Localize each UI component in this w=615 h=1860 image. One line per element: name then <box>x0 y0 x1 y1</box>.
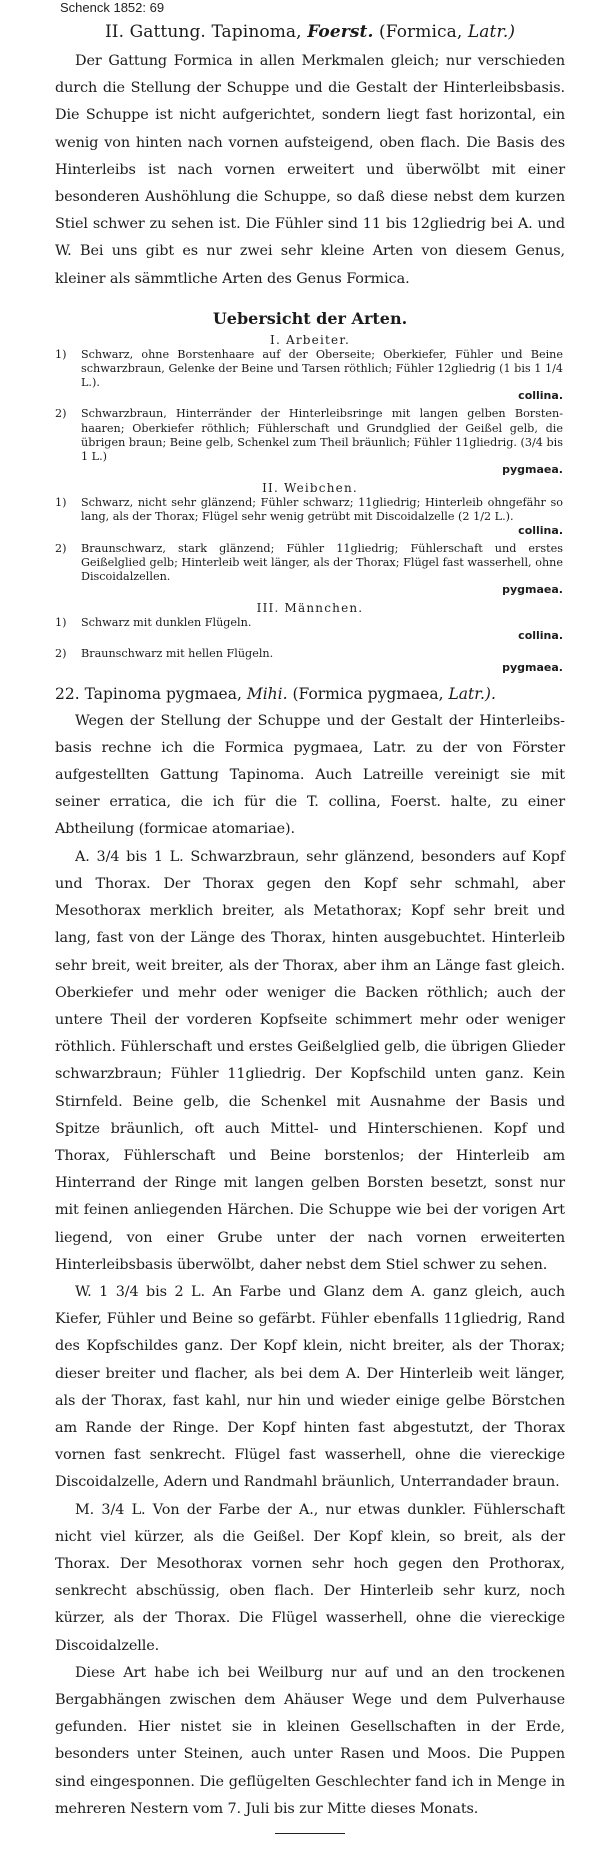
key-text: Schwarz, nicht sehr glänzend; Fühler schwarz; 11gliedrig; Hinterleib ohngefähr so lang, als der Thorax; Flügel sehr wenig getrübt mit Discoidalzelle (2 1/2 L.). <box>81 496 563 524</box>
key-number: 1) <box>55 496 67 510</box>
key-text: Schwarzbraun, Hinterränder der Hinterleibsringe mit langen gelben Borstenhaaren; Oberkiefer röthlich; Fühlerschaft und Grundglied der Geißel gelb, die übrigen braun; Beine gelb, Schenkel zum Theil bräunlich; Fühler 11gliedrig. (3/4 bis 1 L.) <box>81 407 563 464</box>
species-paragraph: W. 1 3/4 bis 2 L. An Farbe und Glanz dem A. ganz gleich, auch Kiefer, Fühler und Beine so gefärbt. Fühler ebenfalls 11gliedrig, Rand des Kopfschildes ganz. Der Kopf klein, nicht breiter, als der Thorax; dieser breiter und flacher, als bei dem A. Der Hinterleib weit länger, als der Thorax, fast kahl, nur hin und wieder einige gelbe Börstchen am Rande der Ringe. Der Kopf hinten fast abgestutzt, der Thorax vornen fast senkrecht. Flügel fast wasserhell, ohne die viereckige Discoidalzelle, Adern und Randmahl bräunlich, Unterrandader braun. <box>55 1283 565 1491</box>
key-text: Braunschwarz, stark glänzend; Fühler 11gliedrig; Fühlerschaft und erstes Geißelglied gelb; Hinterleib weit länger, als der Thorax; Flügel fast wasserhell, ohne Discoidalzellen. <box>81 541 563 584</box>
species-heading-paren-author: Latr.). <box>448 684 496 703</box>
key-entry <box>55 542 565 597</box>
group-title: I. Arbeiter. <box>270 332 350 347</box>
species-paragraph: M. 3/4 L. Von der Farbe der A., nur etwas dunkler. Fühlerschaft nicht viel kürzer, als die Geißel. Der Kopf klein, so breit, als der Thorax. Der Mesothorax vornen sehr hoch gegen den Prothorax, senkrecht abschüssig, oben flach. Der Hinterleib sehr kurz, noch kürzer, als der Thorax. Die Flügel wasserhell, ohne die viereckige Discoidalzelle. <box>55 1501 565 1654</box>
genus-heading-author: Foerst. <box>307 22 374 42</box>
key-entry <box>55 496 565 536</box>
closing-rule <box>275 1833 345 1834</box>
key-number: 1) <box>55 347 67 361</box>
key-result: pygmaea. <box>502 660 563 674</box>
overview-group-workers <box>55 333 565 476</box>
key-result: collina. <box>518 523 563 537</box>
key-text: Schwarz mit dunklen Flügeln. <box>81 616 252 630</box>
species-paragraph: A. 3/4 bis 1 L. Schwarzbraun, sehr glänzend, besonders auf Kopf und Thorax. Der Thorax gegen den Kopf sehr schmahl, aber Mesothorax merklich breiter, als Metathorax; Kopf sehr breit und lang, fast von der Länge des Thorax, hinten ausgebuchtet. Hinterleib sehr breit, weit breiter, als der Thorax, aber ihm an Länge fast gleich. Oberkiefer und mehr oder weniger die Backen röthlich; auch der untere Theil der vorderen Kopfseite schimmert mehr oder weniger röthlich. Fühlerschaft und erstes Geißelglied gelb, die übrigen Glieder schwarzbraun; Fühler 11gliedrig. Der Kopfschild unten ganz. Kein Stirnfeld. Beine gelb, die Schenkel mit Ausnahme der Basis und Spitze bräunlich, oft auch Mittel- und Hinterschienen. Kopf und Thorax, Fühlerschaft und Beine borstenlos; der Hinterleib am Hinterrand der Ringe mit langen gelben Borsten besetzt, sonst nur mit feinen anliegenden Härchen. Die Schuppe wie bei der vorigen Art liegend, von einer Grube unter der nach vornen erweiterten Hinterleibsbasis überwölbt, daher nebst dem Stiel schwer zu sehen. <box>55 848 565 1273</box>
species-heading-author: Mihi. <box>246 684 288 703</box>
key-entry <box>55 407 565 476</box>
key-number: 2) <box>55 407 67 421</box>
genus-heading-paren-author: Latr.) <box>467 22 516 42</box>
key-entry <box>55 647 565 673</box>
species-heading-paren: (Formica pygmaea, <box>292 684 444 703</box>
key-result: pygmaea. <box>502 583 563 597</box>
overview-title: Uebersicht der Arten. <box>212 308 408 328</box>
key-entry <box>55 616 565 642</box>
page-label: Schenck 1852: 69 <box>60 0 165 15</box>
species-heading <box>55 682 565 706</box>
group-title: II. Weibchen. <box>262 481 358 496</box>
key-text: Braunschwarz mit hellen Flügeln. <box>81 647 274 661</box>
species-paragraph: Wegen der Stellung der Schuppe und der Gestalt der Hinterleibsbasis rechne ich die Formica pygmaea, Latr. zu der von Förster aufgestellten Gattung Tapinoma. Auch Latreille vereinigt sie mit seiner erratica, die ich für die T. collina, Foerst. halte, zu einer Abtheilung (formicae atomariae). <box>55 712 565 838</box>
overview-group-females <box>55 481 565 596</box>
species-heading-prefix: 22. Tapinoma pygmaea, <box>55 684 242 703</box>
overview-group-males <box>55 601 565 673</box>
genus-description: Der Gattung Formica in allen Merkmalen gleich; nur verschieden durch die Stellung der Schuppe und die Gestalt der Hinterleibsbasis. Die Schuppe ist nicht aufgerichtet, sondern liegt fast horizontal, ein wenig von hinten nach vornen aufsteigend, oben flach. Die Basis des Hinterleibs ist nach vornen erweitert und überwölbt mit einer besonderen Aushöhlung die Schuppe, so daß diese nebst dem kurzen Stiel schwer zu sehen ist. Die Fühler sind 11 bis 12gliedrig bei A. und W. Bei uns gibt es nur zwei sehr kleine Arten von diesem Genus, kleiner als sämmtliche Arten des Genus Formica. <box>55 53 565 287</box>
genus-heading-prefix: II. Gattung. Tapinoma, <box>104 22 302 42</box>
document-page <box>55 18 565 1834</box>
group-title: III. Männchen. <box>256 601 364 616</box>
genus-heading-paren: (Formica, <box>379 22 463 42</box>
key-text: Schwarz, ohne Borstenhaare auf der Oberseite; Oberkiefer, Fühler und Beine schwarzbraun, Gelenke der Beine und Tarsen röthlich; Fühler 12gliedrig (1 bis 1 1/4 L.). <box>81 347 563 390</box>
key-number: 1) <box>55 616 67 630</box>
species-paragraph: Diese Art habe ich bei Weilburg nur auf und an den trockenen Bergabhängen zwischen dem Ahäuser Wege und dem Pulverhause gefunden. Hier nistet sie in kleinen Gesellschaften in der Erde, besonders unter Steinen, auch unter Rasen und Moos. Die Puppen sind eingesponnen. Die geflügelten Geschlechter fand ich in Menge in mehreren Nestern vom 7. Juli bis zur Mitte dieses Monats. <box>55 1664 565 1817</box>
genus-heading <box>55 20 565 44</box>
key-number: 2) <box>55 541 67 555</box>
key-entry <box>55 348 565 403</box>
key-result: pygmaea. <box>502 463 563 477</box>
key-result: collina. <box>518 389 563 403</box>
key-number: 2) <box>55 647 67 661</box>
key-result: collina. <box>518 629 563 643</box>
